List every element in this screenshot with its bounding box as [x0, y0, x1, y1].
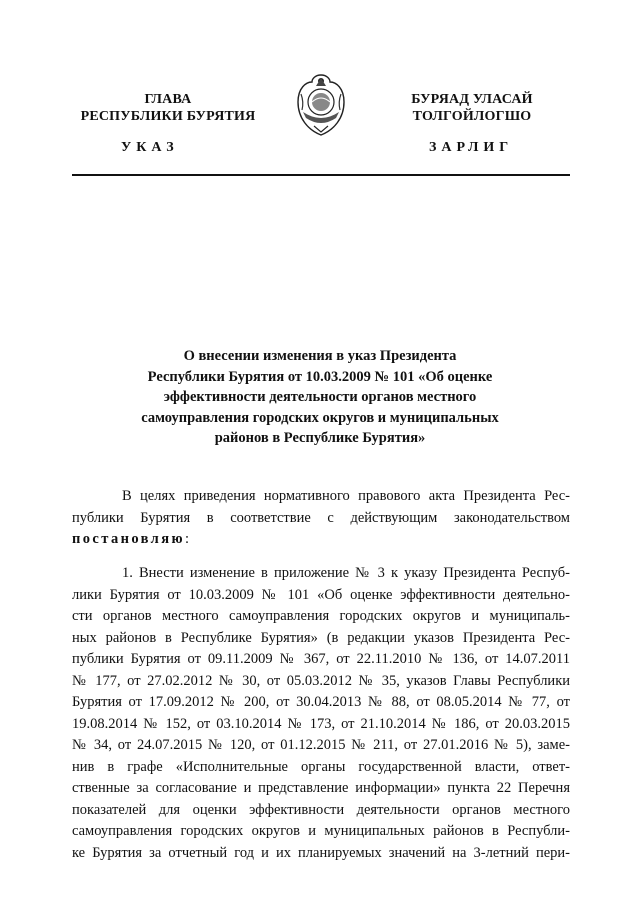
issuer-title-bua-line2: ТОЛГОЙЛОГШО [412, 109, 532, 124]
issuer-title-ru-line2: РЕСПУБЛИКИ БУРЯТИЯ [80, 109, 256, 124]
coat-of-arms-icon [294, 72, 348, 138]
preamble-line: публики Бурятия в соответствие с действующим законодательством [72, 509, 570, 526]
title-line: эффективности деятельности органов местного [163, 389, 477, 405]
preamble-keyword: постановляю [72, 531, 185, 547]
clause-line: показателей для оценки эффективности деятельности органов местного [72, 801, 570, 818]
title-line: О внесении изменения в указ Президента [183, 348, 457, 364]
document-type-bua: ЗАРЛИГ [429, 140, 514, 155]
clause-line: № 34, от 24.07.2015 № 120, от 01.12.2015 № 211, от 27.01.2016 № 5), заме- [72, 737, 570, 753]
clause-line: ке Бурятия за отчетный год и их планируемых значений на 3-летний пери- [72, 844, 570, 861]
title-line: Республики Бурятия от 10.03.2009 № 101 «Об оценке [147, 368, 493, 385]
preamble-paragraph [72, 486, 570, 551]
clause-line: № 177, от 27.02.2012 № 30, от 05.03.2012 № 35, указов Главы Республики [72, 672, 570, 689]
clause-line: Бурятия от 17.09.2012 № 200, от 30.04.2013 № 88, от 08.05.2014 № 77, от [72, 694, 570, 710]
clause-line: лики Бурятия от 10.03.2009 № 101 «Об оценке эффективности деятельно- [72, 586, 570, 603]
title-line: районов в Республике Бурятия» [214, 430, 426, 446]
issuer-title-bua-line1: БУРЯАД УЛАСАЙ [411, 92, 533, 107]
clause-line: 1. Внести изменение в приложение № 3 к указу Президента Респуб- [122, 565, 570, 581]
clause-line: ных районов в Республике Бурятия» (в редакции указов Президента Рес- [72, 629, 570, 646]
document-title [110, 346, 530, 449]
issuer-title-ru-line1: ГЛАВА [144, 92, 192, 107]
preamble-keyword-suffix: : [184, 531, 189, 547]
clause-line: ственные за согласование и представление информации» пункта 22 Перечня [72, 780, 570, 796]
title-line: самоуправления городских округов и муниципальных [141, 409, 499, 426]
clause-line: 19.08.2014 № 152, от 03.10.2014 № 173, от 21.10.2014 № 186, от 20.03.2015 [72, 715, 570, 732]
clause-line: публики Бурятия от 09.11.2009 № 367, от 22.11.2010 № 136, от 14.07.2011 [72, 651, 570, 667]
clause-line: сти органов местного самоуправления городских округов и муниципаль- [72, 608, 570, 624]
clause-line: нив в графе «Исполнительные органы государственной власти, ответ- [72, 758, 570, 775]
preamble-keyword-line [72, 529, 570, 551]
clause-line: самоуправления городских округов и муниципальных районов в Республи- [72, 823, 570, 839]
clause-1-paragraph [72, 563, 570, 864]
issuer-title-ru [70, 91, 266, 125]
header-divider [72, 174, 570, 176]
document-type-ru: УКАЗ [121, 140, 179, 155]
preamble-line: В целях приведения нормативного правового акта Президента Рес- [122, 488, 570, 504]
issuer-title-bua [374, 91, 570, 125]
